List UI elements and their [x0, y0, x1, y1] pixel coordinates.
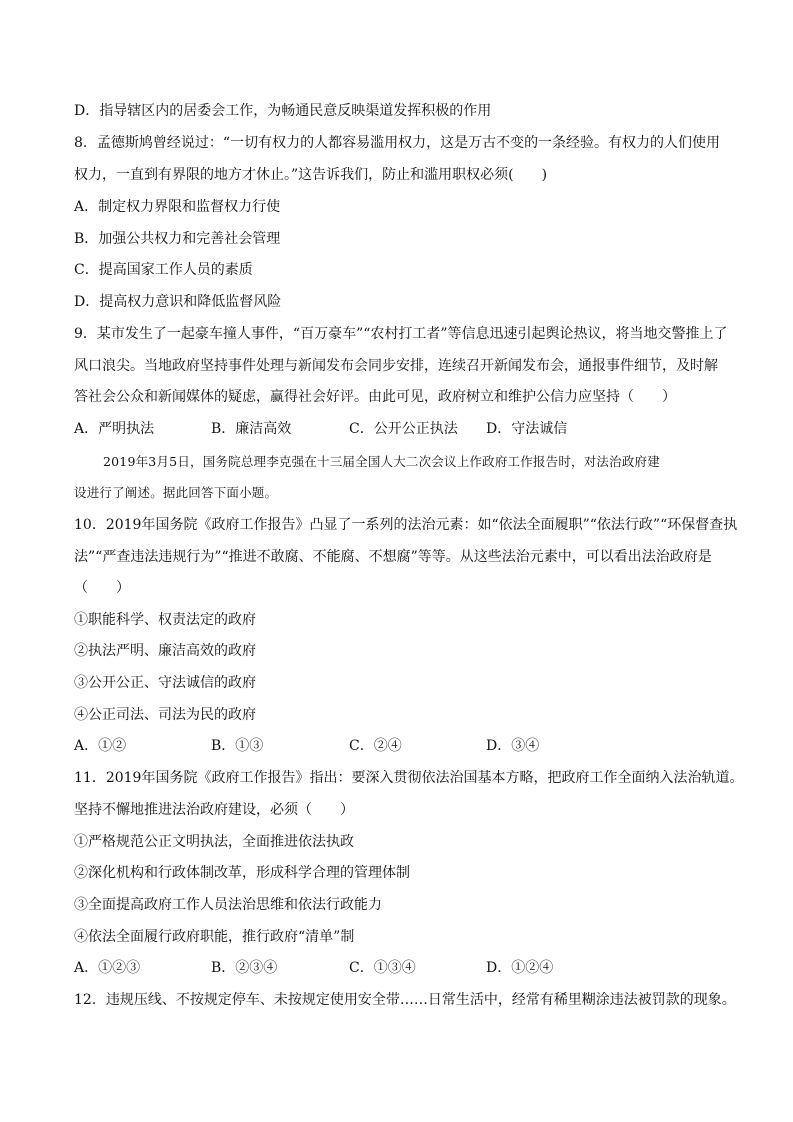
q10-item-3: ③公开公正、守法诚信的政府	[74, 675, 256, 691]
q11-option-d: D．①②④	[486, 960, 554, 976]
q8-stem-line-1: 8．孟德斯鸠曾经说过：“一切有权力的人都容易滥用权力，这是万古不变的一条经验。有权力的人们使用	[74, 135, 721, 151]
q9-stem-line-2: 风口浪尖。当地政府坚持事件处理与新闻发布会同步安排，连续召开新闻发布会，通报事件细节，及时解	[74, 358, 718, 374]
material-line-1: 2019年3月5日，国务院总理李克强在十三届全国人大二次会议上作政府工作报告时，对法治政府建	[103, 454, 660, 469]
q9-option-a: A．严明执法	[74, 421, 155, 437]
q10-stem-line-1: 10．2019年国务院《政府工作报告》凸显了一系列的法治元素：如“依法全面履职”“依法行政”“环保督查执	[74, 517, 738, 533]
q8-stem-line-2: 权力，一直到有界限的地方才休止。”这告诉我们，防止和滥用职权必须( )	[74, 167, 548, 183]
q11-item-2: ②深化机构和行政体制改革，形成科学合理的管理体制	[74, 865, 410, 881]
q11-item-1: ①严格规范公正文明执法，全面推进依法执政	[74, 834, 354, 850]
q8-option-c: C．提高国家工作人员的素质	[74, 262, 253, 278]
q11-option-b: B．②③④	[211, 960, 278, 976]
q9-option-d: D．守法诚信	[486, 421, 568, 437]
q10-item-2: ②执法严明、廉洁高效的政府	[74, 643, 256, 659]
q7-option-d: D．指导辖区内的居委会工作，为畅通民意反映渠道发挥积极的作用	[74, 103, 492, 119]
q11-item-4: ④依法全面履行政府职能，推行政府“清单”制	[74, 929, 355, 945]
q10-item-1: ①职能科学、权责法定的政府	[74, 612, 256, 628]
q11-item-3: ③全面提高政府工作人员法治思维和依法行政能力	[74, 897, 382, 913]
q8-option-a: A．制定权力界限和监督权力行使	[74, 199, 281, 215]
q11-option-c: C．①③④	[349, 960, 416, 976]
q9-option-b: B．廉洁高效	[211, 421, 292, 437]
q10-option-b: B．①③	[211, 738, 264, 754]
q10-stem-line-3: （ ）	[74, 580, 130, 596]
q8-option-d: D．提高权力意识和降低监督风险	[74, 294, 282, 310]
q11-option-a: A．①②③	[74, 960, 141, 976]
q11-stem-line-1: 11．2019年国务院《政府工作报告》指出：要深入贯彻依法治国基本方略，把政府工作全面纳入法治轨道。	[74, 770, 744, 786]
q9-stem-line-3: 答社会公众和新闻媒体的疑虑，赢得社会好评。由此可见，政府树立和维护公信力应坚持（ ）	[74, 389, 676, 405]
q9-option-c: C．公开公正执法	[349, 421, 458, 437]
material-line-2: 设进行了阐述。据此回答下面小题。	[74, 485, 278, 500]
q10-option-c: C．②④	[349, 738, 402, 754]
q8-option-b: B．加强公共权力和完善社会管理	[74, 231, 281, 247]
q10-option-d: D．③④	[486, 738, 540, 754]
q9-stem-line-1: 9．某市发生了一起豪车撞人事件，“百万豪车”“农村打工者”等信息迅速引起舆论热议，将当地交警推上了	[74, 326, 728, 342]
q10-stem-line-2: 法”“严查违法违规行为”“推进不敢腐、不能腐、不想腐”等等。从这些法治元素中，可以看出法治政府是	[74, 549, 712, 565]
q10-item-4: ④公正司法、司法为民的政府	[74, 707, 256, 723]
q11-stem-line-2: 坚持不懈地推进法治政府建设，必须（ ）	[74, 802, 354, 818]
q10-option-a: A．①②	[74, 738, 127, 754]
q12-stem-line-1: 12．违规压线、不按规定停车、未按规定使用安全带……日常生活中，经常有稀里糊涂违法被罚款的现象。	[74, 992, 736, 1008]
